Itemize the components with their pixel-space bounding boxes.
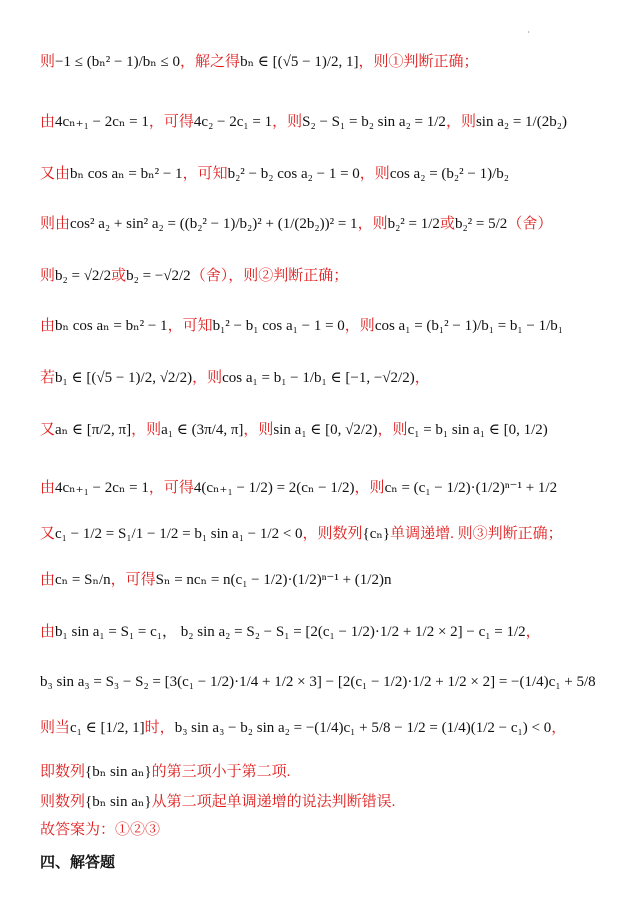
explanation-text: 则由 bbox=[40, 216, 71, 232]
math-expression: b₂² = 5/2 bbox=[454, 216, 508, 232]
math-expression: a₁ ∈ (3π/4, π] bbox=[161, 422, 244, 438]
explanation-text: ，可知 bbox=[167, 318, 213, 334]
solution-line bbox=[40, 52, 622, 72]
explanation-text: ，则 bbox=[354, 480, 385, 496]
explanation-text: ，则 bbox=[359, 166, 390, 182]
explanation-text: ，可知 bbox=[182, 166, 228, 182]
math-expression: b₂ = −√2/2 bbox=[126, 268, 191, 284]
math-expression: c₁ = b₁ sin a₁ ∈ [0, 1/2) bbox=[407, 422, 548, 438]
explanation-text: ，则 bbox=[243, 422, 274, 438]
math-expression: Sₙ = ncₙ = n(c₁ − 1/2)·(1/2)ⁿ⁻¹ + (1/2)n bbox=[155, 572, 392, 588]
explanation-text: ，则数列 bbox=[302, 526, 363, 542]
explanation-text: ，解之得 bbox=[180, 54, 241, 70]
math-expression: b₁ sin a₁ = S₁ = c₁， b₂ sin a₂ = S₂ − S₁ = [2(c₁ − 1/2)·1/2 + 1/2 × 2] − c₁ = 1/2 bbox=[55, 624, 526, 640]
explanation-text: （舍） bbox=[507, 216, 553, 232]
math-expression: cos a₂ = (b₂² − 1)/b₂ bbox=[389, 166, 509, 182]
math-expression: bₙ cos aₙ = bₙ² − 1 bbox=[55, 318, 168, 334]
math-expression: {bₙ sin aₙ} bbox=[85, 794, 152, 810]
stray-dot: · bbox=[527, 28, 530, 37]
math-expression: bₙ ∈ [(√5 − 1)/2, 1] bbox=[240, 54, 359, 70]
explanation-text: 又 bbox=[40, 526, 56, 542]
math-expression: {cₙ} bbox=[362, 526, 391, 542]
solution-line bbox=[40, 164, 622, 184]
explanation-text: ，则 bbox=[445, 114, 476, 130]
explanation-text: ，则 bbox=[192, 370, 223, 386]
solution-line bbox=[40, 368, 622, 388]
math-expression: bₙ cos aₙ = bₙ² − 1 bbox=[70, 166, 183, 182]
math-expression: b₁ ∈ [(√5 − 1)/2, √2/2) bbox=[55, 370, 193, 386]
explanation-text: 由 bbox=[40, 114, 56, 130]
math-expression: b₂² − b₂ cos a₂ − 1 = 0 bbox=[227, 166, 360, 182]
math-expression: b₃ sin a₃ = S₃ − S₂ = [3(c₁ − 1/2)·1/4 + 1/2 × 3] − [2(c₁ − 1/2)·1/2 + 1/2 × 2] = −(1/4)c₁ + 5/8 bbox=[40, 674, 596, 690]
math-expression: cos a₁ = (b₁² − 1)/b₁ = b₁ − 1/b₁ bbox=[374, 318, 564, 334]
math-expression: 4cₙ₊₁ − 2cₙ = 1 bbox=[55, 114, 149, 130]
explanation-text: 的第三项小于第二项. bbox=[151, 764, 291, 780]
solution-line bbox=[40, 524, 622, 544]
explanation-text: 又由 bbox=[40, 166, 71, 182]
math-expression: b₂ = √2/2 bbox=[55, 268, 112, 284]
explanation-text: ，则 bbox=[357, 216, 388, 232]
explanation-text: ，则 bbox=[344, 318, 375, 334]
solution-line bbox=[40, 112, 622, 132]
math-expression: sin a₁ ∈ [0, √2/2) bbox=[273, 422, 378, 438]
solution-line bbox=[40, 214, 622, 234]
solution-line bbox=[40, 672, 622, 692]
math-expression: aₙ ∈ [π/2, π] bbox=[55, 422, 132, 438]
math-expression: 4cₙ₊₁ − 2cₙ = 1 bbox=[55, 480, 149, 496]
solution-line bbox=[40, 622, 622, 642]
explanation-text: ， bbox=[551, 720, 567, 736]
solution-line bbox=[40, 570, 622, 590]
math-expression: b₃ sin a₃ − b₂ sin a₂ = −(1/4)c₁ + 5/8 − 1/2 = (1/4)(1/2 − c₁) < 0 bbox=[174, 720, 552, 736]
math-expression: c₁ − 1/2 = S₁/1 − 1/2 = b₁ sin a₁ − 1/2 < 0 bbox=[55, 526, 303, 542]
explanation-text: 或 bbox=[111, 268, 127, 284]
explanation-text: ， bbox=[525, 624, 541, 640]
explanation-text: ，则 bbox=[272, 114, 303, 130]
explanation-text: 则数列 bbox=[40, 794, 86, 810]
explanation-text: ， bbox=[414, 370, 430, 386]
explanation-text: ，可得 bbox=[148, 114, 194, 130]
section-heading: 四、解答题 bbox=[40, 853, 116, 871]
explanation-text: （舍），则②判断正确； bbox=[190, 268, 349, 284]
math-expression: cos a₁ = b₁ − 1/b₁ ∈ [−1, −√2/2) bbox=[222, 370, 415, 386]
explanation-text: ，则 bbox=[377, 422, 408, 438]
explanation-text: 时， bbox=[144, 720, 175, 736]
explanation-text: 由 bbox=[40, 624, 56, 640]
math-expression: 4(cₙ₊₁ − 1/2) = 2(cₙ − 1/2) bbox=[193, 480, 355, 496]
explanation-text: 由 bbox=[40, 572, 56, 588]
solution-line bbox=[40, 316, 622, 336]
explanation-text: ，可得 bbox=[148, 480, 194, 496]
math-expression: sin a₂ = 1/(2b₂) bbox=[475, 114, 567, 130]
solution-line bbox=[40, 478, 622, 498]
solution-line bbox=[40, 762, 622, 782]
explanation-text: 由 bbox=[40, 480, 56, 496]
math-expression: cos² a₂ + sin² a₂ = ((b₂² − 1)/b₂)² + (1/(2b₂))² = 1 bbox=[70, 216, 358, 232]
math-expression: S₂ − S₁ = b₂ sin a₂ = 1/2 bbox=[302, 114, 446, 130]
math-expression: cₙ = (c₁ − 1/2)·(1/2)ⁿ⁻¹ + 1/2 bbox=[384, 480, 558, 496]
solution-line bbox=[40, 420, 622, 440]
solution-line bbox=[40, 266, 622, 286]
explanation-text: ，则①判断正确； bbox=[358, 54, 479, 70]
solution-line bbox=[40, 792, 622, 812]
explanation-text: 又 bbox=[40, 422, 56, 438]
math-expression: cₙ = Sₙ/n bbox=[55, 572, 111, 588]
explanation-text: 或 bbox=[439, 216, 455, 232]
solution-line bbox=[40, 718, 622, 738]
math-expression: b₁² − b₁ cos a₁ − 1 = 0 bbox=[212, 318, 345, 334]
explanation-text: ，则 bbox=[131, 422, 162, 438]
math-expression: b₂² = 1/2 bbox=[387, 216, 440, 232]
solution-line bbox=[40, 820, 622, 840]
explanation-text: 则 bbox=[40, 268, 56, 284]
explanation-text: 则 bbox=[40, 54, 56, 70]
math-expression: 4c₂ − 2c₁ = 1 bbox=[193, 114, 273, 130]
explanation-text: 即数列 bbox=[40, 764, 86, 780]
explanation-text: ，可得 bbox=[110, 572, 156, 588]
explanation-text: 则当 bbox=[40, 720, 71, 736]
explanation-text: 单调递增. 则③判断正确； bbox=[390, 526, 563, 542]
explanation-text: 故答案为：①②③ bbox=[40, 822, 161, 838]
explanation-text: 若 bbox=[40, 370, 56, 386]
explanation-text: 由 bbox=[40, 318, 56, 334]
math-expression: {bₙ sin aₙ} bbox=[85, 764, 152, 780]
explanation-text: 从第二项起单调递增的说法判断错误. bbox=[151, 794, 396, 810]
math-expression: c₁ ∈ [1/2, 1] bbox=[70, 720, 145, 736]
math-expression: −1 ≤ (bₙ² − 1)/bₙ ≤ 0 bbox=[55, 54, 181, 70]
